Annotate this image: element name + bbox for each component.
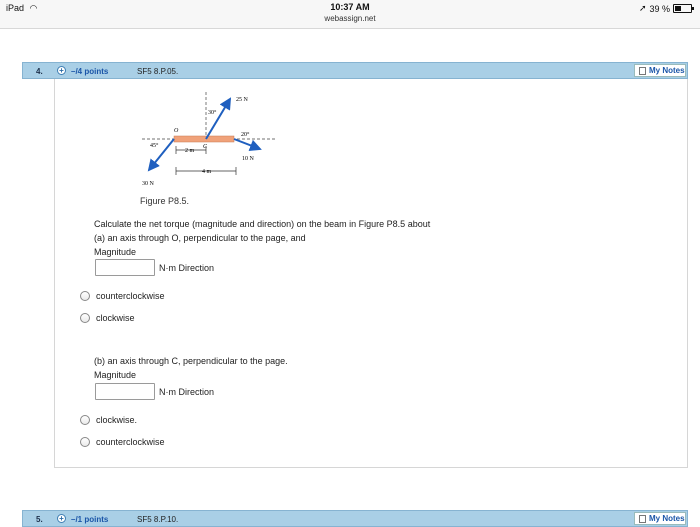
label-point-o: O bbox=[174, 128, 179, 134]
figure-caption: Figure P8.5. bbox=[140, 196, 190, 206]
part-a-magnitude-label: Magnitude bbox=[94, 247, 137, 257]
notes-icon bbox=[639, 515, 646, 523]
beam-figure bbox=[142, 92, 277, 192]
label-20deg: 20° bbox=[241, 132, 250, 138]
part-b-unit-label: N·m Direction bbox=[159, 386, 215, 397]
my-notes-button[interactable] bbox=[634, 64, 686, 77]
part-a-option-counterclockwise[interactable] bbox=[80, 291, 165, 301]
location-arrow-icon: ➚ bbox=[638, 3, 647, 13]
question-code: SF5 8.P.10. bbox=[137, 515, 179, 524]
part-b-text: (b) an axis through C, perpendicular to the page. bbox=[94, 356, 288, 366]
expand-plus-icon[interactable]: + bbox=[57, 514, 66, 523]
clock: 10:37 AM bbox=[330, 2, 370, 12]
label-2m: 2 m bbox=[185, 148, 195, 154]
part-b-option-counterclockwise[interactable] bbox=[80, 437, 165, 447]
question-5-header bbox=[22, 510, 688, 527]
my-notes-label: My Notes bbox=[649, 66, 685, 75]
part-a-unit-label: N·m Direction bbox=[159, 262, 215, 273]
device-name: iPad bbox=[6, 3, 25, 13]
battery-icon bbox=[673, 4, 692, 13]
force-25n-arrow bbox=[206, 99, 230, 139]
label-4m: 4 m bbox=[202, 169, 212, 175]
battery-percent: 39 % bbox=[649, 3, 670, 14]
part-b-answer-row bbox=[95, 383, 214, 400]
force-10n-arrow bbox=[234, 139, 260, 149]
my-notes-label: My Notes bbox=[649, 514, 685, 523]
question-number: 5. bbox=[36, 515, 43, 524]
question-4-header bbox=[22, 62, 688, 79]
option-label: counterclockwise bbox=[96, 291, 165, 301]
my-notes-button[interactable] bbox=[634, 512, 686, 525]
label-30deg: 30° bbox=[208, 110, 217, 116]
status-center bbox=[0, 2, 700, 24]
part-b-magnitude-input[interactable] bbox=[95, 383, 155, 400]
status-right bbox=[639, 3, 692, 14]
part-b-magnitude-label: Magnitude bbox=[94, 370, 137, 380]
status-bar bbox=[0, 0, 700, 29]
part-a-answer-row bbox=[95, 259, 214, 276]
label-point-c: C bbox=[203, 144, 208, 150]
question-code: SF5 8.P.05. bbox=[137, 67, 179, 76]
expand-plus-icon[interactable]: + bbox=[57, 66, 66, 75]
label-10n: 10 N bbox=[242, 156, 254, 162]
battery-level bbox=[675, 6, 681, 11]
part-a-magnitude-input[interactable] bbox=[95, 259, 155, 276]
radio-button[interactable] bbox=[80, 313, 90, 323]
address-bar[interactable]: webassign.net bbox=[324, 14, 376, 23]
notes-icon bbox=[639, 67, 646, 75]
label-45deg: 45° bbox=[150, 143, 159, 149]
label-30n: 30 N bbox=[142, 181, 154, 187]
question-prompt: Calculate the net torque (magnitude and direction) on the beam in Figure P8.5 about bbox=[94, 219, 431, 229]
option-label: clockwise. bbox=[96, 415, 138, 425]
part-a-text: (a) an axis through O, perpendicular to the page, and bbox=[94, 233, 306, 243]
option-label: clockwise bbox=[96, 313, 135, 323]
question-points-link[interactable]: –/1 points bbox=[71, 515, 109, 524]
radio-button[interactable] bbox=[80, 415, 90, 425]
radio-button[interactable] bbox=[80, 437, 90, 447]
beam bbox=[174, 136, 234, 142]
radio-button[interactable] bbox=[80, 291, 90, 301]
option-label: counterclockwise bbox=[96, 437, 165, 447]
part-a-option-clockwise[interactable] bbox=[80, 313, 135, 323]
question-points-link[interactable]: –/4 points bbox=[71, 67, 109, 76]
label-25n: 25 N bbox=[236, 97, 248, 103]
question-number: 4. bbox=[36, 67, 43, 76]
wifi-icon: ◠ bbox=[29, 3, 38, 13]
part-b-option-clockwise[interactable] bbox=[80, 415, 137, 425]
